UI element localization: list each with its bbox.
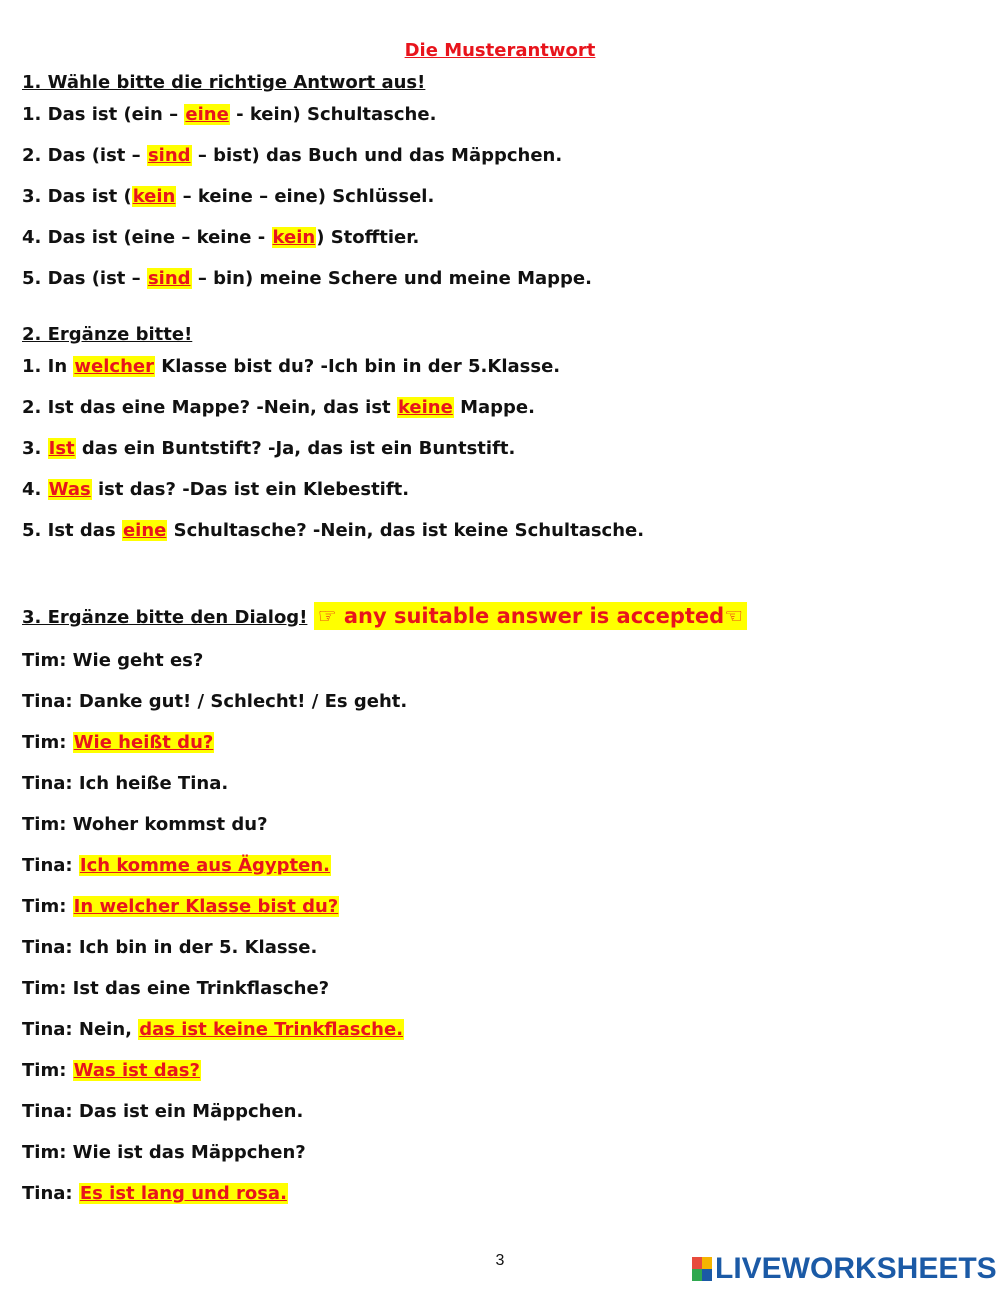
- dialog-line: [22, 1100, 303, 1124]
- dialog-line: [22, 690, 407, 714]
- item-text: 1. In: [22, 356, 74, 377]
- section1-item: [22, 185, 434, 209]
- item-text: 1. Das ist (ein –: [22, 104, 185, 125]
- liveworksheets-logo[interactable]: [692, 1254, 997, 1284]
- answer-highlight: Ist: [48, 438, 75, 459]
- section2-item: [22, 396, 535, 420]
- item-text: Klasse bist du? -Ich bin in der 5.Klasse.: [155, 356, 561, 377]
- answer-highlight: sind: [147, 268, 191, 289]
- page-number: 3: [495, 1252, 505, 1269]
- answer-highlight: Wie heißt du?: [73, 732, 214, 753]
- dialog-text: Tina: Nein,: [22, 1019, 139, 1040]
- item-text: 2. Ist das eine Mappe? -Nein, das ist: [22, 397, 397, 418]
- item-text: Schultasche? -Nein, das ist keine Schultasche.: [167, 520, 645, 541]
- item-text: – keine – eine) Schlüssel.: [176, 186, 435, 207]
- section2-item: [22, 355, 560, 379]
- answer-highlight: kein: [272, 227, 316, 248]
- section1-heading: 1. Wähle bitte die richtige Antwort aus!: [22, 72, 426, 93]
- section1-item: [22, 103, 436, 127]
- section2-item: [22, 437, 515, 461]
- section1-item: [22, 267, 592, 291]
- dialog-line: [22, 813, 268, 837]
- dialog-text: Tim:: [22, 896, 73, 917]
- answer-highlight: Was ist das?: [73, 1060, 200, 1081]
- answer-highlight: Ich komme aus Ägypten.: [79, 855, 331, 876]
- dialog-text: Tina: Ich bin in der 5. Klasse.: [22, 937, 318, 958]
- answer-highlight: sind: [147, 145, 191, 166]
- dialog-text: Tim:: [22, 732, 73, 753]
- section1-item: [22, 144, 562, 168]
- dialog-line: [22, 895, 339, 919]
- dialog-line: [22, 1059, 201, 1083]
- item-text: 4.: [22, 479, 48, 500]
- dialog-text: Tina: Danke gut! / Schlecht! / Es geht.: [22, 691, 408, 712]
- logo-grid-icon: [692, 1257, 712, 1281]
- item-text: 4. Das ist (eine – keine -: [22, 227, 272, 248]
- dialog-text: Tina: Das ist ein Mäppchen.: [22, 1101, 304, 1122]
- page-title: Die Musterantwort: [404, 40, 596, 61]
- answer-highlight: In welcher Klasse bist du?: [73, 896, 339, 917]
- dialog-text: Tina:: [22, 1183, 79, 1204]
- dialog-text: Tim: Wie geht es?: [22, 650, 204, 671]
- item-text: ) Stofftier.: [316, 227, 420, 248]
- dialog-text: Tim:: [22, 1060, 73, 1081]
- answer-highlight: eine: [185, 104, 229, 125]
- dialog-text: Tim: Wie ist das Mäppchen?: [22, 1142, 306, 1163]
- accepted-note-badge: ☞ any suitable answer is accepted☜: [314, 602, 747, 630]
- item-text: – bin) meine Schere und meine Mappe.: [191, 268, 592, 289]
- dialog-text: Tina:: [22, 855, 79, 876]
- item-text: 2. Das (ist –: [22, 145, 147, 166]
- section3-header-row: [22, 602, 747, 632]
- answer-highlight: keine: [397, 397, 453, 418]
- section2-item: [22, 519, 644, 543]
- item-text: das ein Buntstift? -Ja, das ist ein Buntstift.: [75, 438, 516, 459]
- dialog-text: Tim: Ist das eine Trinkflasche?: [22, 978, 330, 999]
- dialog-line: [22, 731, 214, 755]
- section2-heading: 2. Ergänze bitte!: [22, 324, 193, 345]
- item-text: – bist) das Buch und das Mäppchen.: [191, 145, 563, 166]
- answer-highlight: Was: [48, 479, 91, 500]
- dialog-line: [22, 772, 228, 796]
- answer-highlight: kein: [132, 186, 176, 207]
- item-text: 5. Das (ist –: [22, 268, 147, 289]
- dialog-line: [22, 1018, 404, 1042]
- item-text: ist das? -Das ist ein Klebestift.: [91, 479, 410, 500]
- logo-text: LIVEWORKSHEETS: [715, 1252, 997, 1285]
- item-text: 5. Ist das: [22, 520, 122, 541]
- dialog-text: Tina: Ich heiße Tina.: [22, 773, 229, 794]
- dialog-text: Tim: Woher kommst du?: [22, 814, 268, 835]
- answer-highlight: welcher: [74, 356, 154, 377]
- section1-item: [22, 226, 419, 250]
- item-text: 3.: [22, 438, 48, 459]
- item-text: - kein) Schultasche.: [229, 104, 437, 125]
- section3-heading: 3. Ergänze bitte den Dialog!: [22, 607, 308, 628]
- dialog-line: [22, 977, 329, 1001]
- dialog-line: [22, 1182, 288, 1206]
- answer-highlight: Es ist lang und rosa.: [79, 1183, 287, 1204]
- item-text: 3. Das ist (: [22, 186, 132, 207]
- section2-item: [22, 478, 409, 502]
- answer-highlight: eine: [122, 520, 167, 541]
- answer-highlight: das ist keine Trinkflasche.: [139, 1019, 404, 1040]
- dialog-line: [22, 936, 317, 960]
- dialog-line: [22, 854, 331, 878]
- dialog-line: [22, 649, 203, 673]
- item-text: Mappe.: [453, 397, 535, 418]
- dialog-line: [22, 1141, 306, 1165]
